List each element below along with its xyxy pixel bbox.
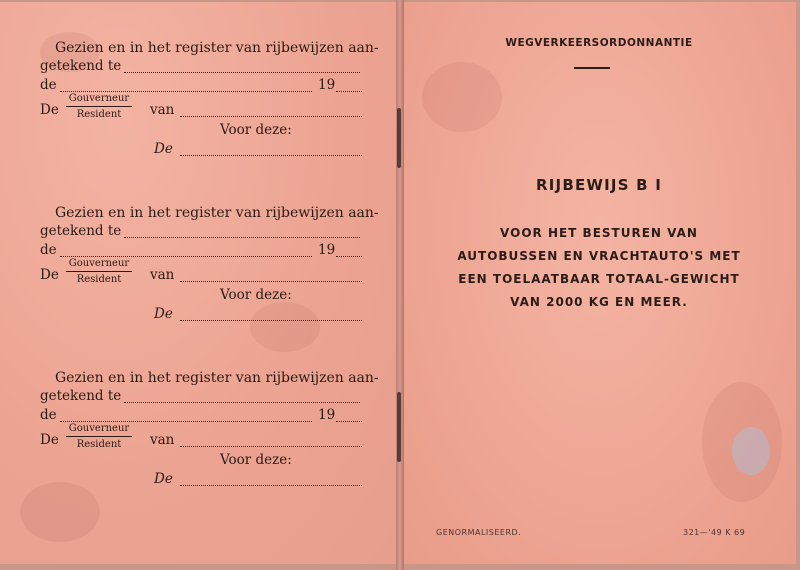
voor-deze-label: Voor deze: bbox=[220, 452, 292, 468]
license-title: RIJBEWIJS B I bbox=[536, 176, 662, 194]
gouverneur-label: Gouverneur bbox=[68, 423, 130, 434]
gouverneur-resident bbox=[66, 258, 132, 285]
year-label: 19 bbox=[318, 407, 336, 423]
van-label: van bbox=[150, 432, 175, 448]
year-field[interactable] bbox=[336, 256, 362, 257]
getekend-label: getekend te bbox=[40, 223, 122, 239]
place-field[interactable] bbox=[124, 72, 360, 73]
signature-field[interactable] bbox=[180, 485, 362, 486]
date-field[interactable] bbox=[60, 421, 312, 422]
year-field[interactable] bbox=[336, 91, 362, 92]
van-field[interactable] bbox=[180, 281, 362, 282]
van-field[interactable] bbox=[180, 116, 362, 117]
date-label: de bbox=[40, 242, 57, 258]
van-label: van bbox=[150, 267, 175, 283]
paper-stain bbox=[20, 482, 100, 542]
register-sentence: Gezien en in het register van rijbewijzen aan- bbox=[55, 40, 379, 56]
description-line: VAN 2000 KG EN MEER. bbox=[510, 295, 688, 309]
getekend-label: getekend te bbox=[40, 58, 122, 74]
description-line: AUTOBUSSEN EN VRACHTAUTO'S MET bbox=[457, 249, 741, 263]
sign-de-label: De bbox=[154, 141, 173, 157]
date-field[interactable] bbox=[60, 256, 312, 257]
paper-stain bbox=[422, 62, 502, 132]
sign-de-label: De bbox=[154, 306, 173, 322]
year-label: 19 bbox=[318, 242, 336, 258]
paper-stain bbox=[250, 302, 320, 352]
de-label: De bbox=[40, 102, 59, 118]
voor-deze-label: Voor deze: bbox=[220, 122, 292, 138]
heading-rule bbox=[574, 67, 610, 69]
footer-code: 321—'49 K 69 bbox=[683, 528, 746, 537]
sign-de-label: De bbox=[154, 471, 173, 487]
resident-label: Resident bbox=[76, 439, 122, 450]
gouverneur-label: Gouverneur bbox=[68, 93, 130, 104]
staple bbox=[397, 108, 401, 168]
de-label: De bbox=[40, 267, 59, 283]
signature-field[interactable] bbox=[180, 320, 362, 321]
left-page bbox=[0, 2, 398, 564]
resident-label: Resident bbox=[76, 274, 122, 285]
de-label: De bbox=[40, 432, 59, 448]
gouverneur-label: Gouverneur bbox=[68, 258, 130, 269]
date-label: de bbox=[40, 77, 57, 93]
register-sentence: Gezien en in het register van rijbewijzen aan- bbox=[55, 370, 379, 386]
gouverneur-resident bbox=[66, 423, 132, 450]
ink-blot bbox=[732, 427, 770, 475]
description-line: VOOR HET BESTUREN VAN bbox=[500, 226, 698, 240]
year-field[interactable] bbox=[336, 421, 362, 422]
date-field[interactable] bbox=[60, 91, 312, 92]
description-line: EEN TOELAATBAAR TOTAAL-GEWICHT bbox=[458, 272, 740, 286]
signature-field[interactable] bbox=[180, 155, 362, 156]
place-field[interactable] bbox=[124, 402, 360, 403]
van-label: van bbox=[150, 102, 175, 118]
van-field[interactable] bbox=[180, 446, 362, 447]
staple bbox=[397, 392, 401, 462]
ordinance-heading: WEGVERKEERSORDONNANTIE bbox=[505, 37, 693, 49]
register-sentence: Gezien en in het register van rijbewijzen aan- bbox=[55, 205, 379, 221]
getekend-label: getekend te bbox=[40, 388, 122, 404]
resident-label: Resident bbox=[76, 109, 122, 120]
year-label: 19 bbox=[318, 77, 336, 93]
footer-standardized: GENORMALISEERD. bbox=[436, 528, 522, 537]
date-label: de bbox=[40, 407, 57, 423]
voor-deze-label: Voor deze: bbox=[220, 287, 292, 303]
gouverneur-resident bbox=[66, 93, 132, 120]
place-field[interactable] bbox=[124, 237, 360, 238]
